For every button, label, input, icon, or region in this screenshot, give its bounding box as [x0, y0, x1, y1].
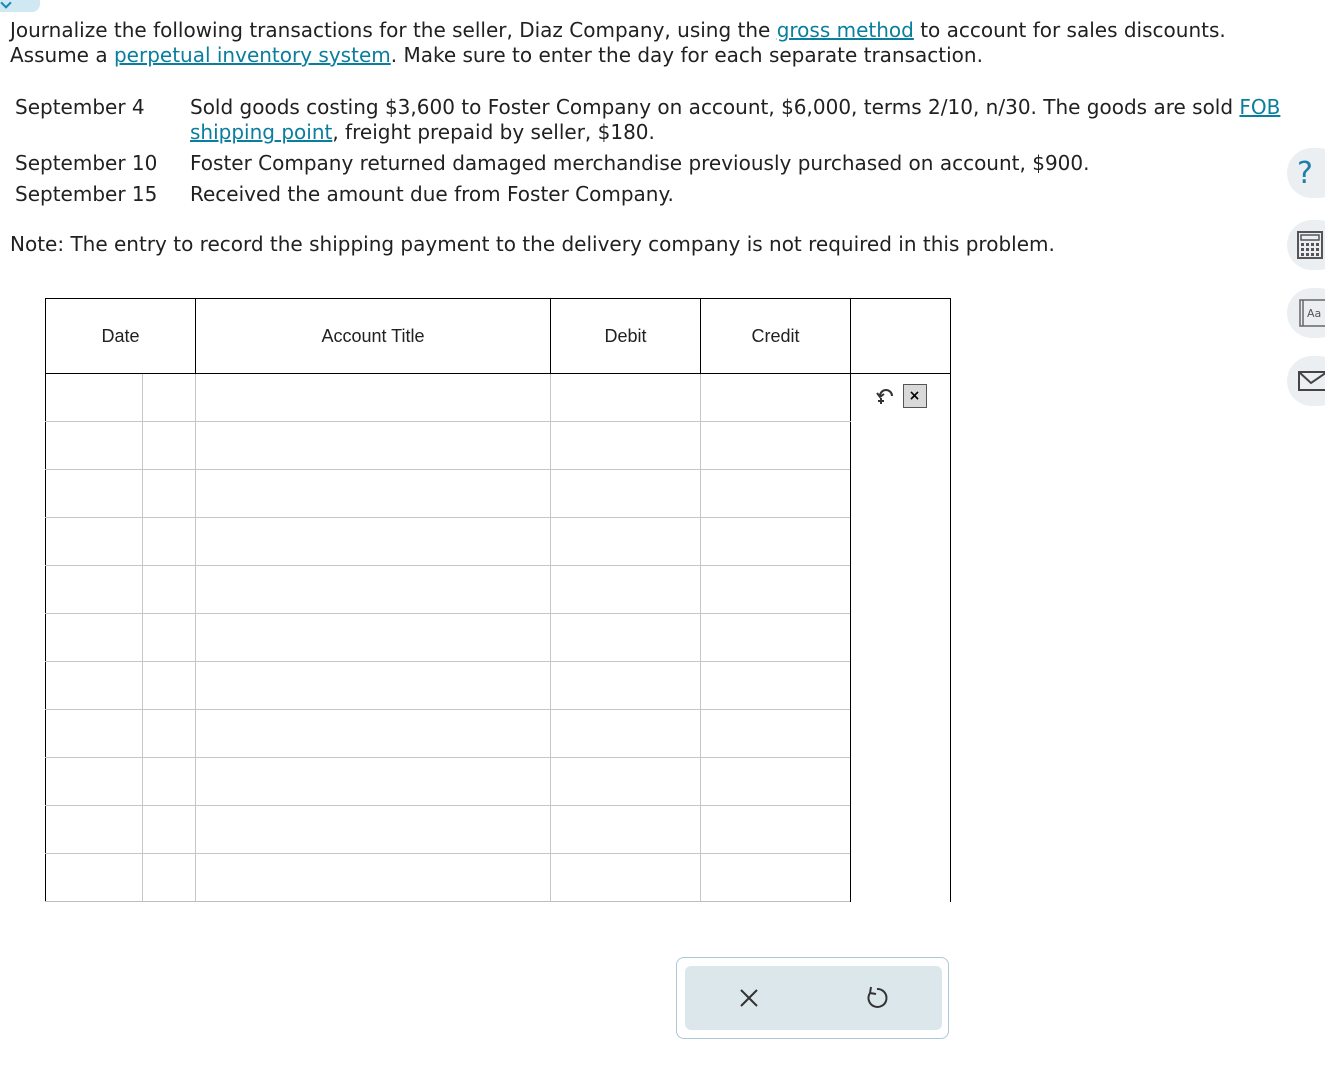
debit-input[interactable]	[551, 518, 701, 566]
glossary-button[interactable]	[1287, 288, 1325, 338]
transaction-date: September 15	[15, 182, 158, 206]
debit-header: Debit	[551, 299, 701, 374]
credit-input[interactable]	[701, 470, 851, 518]
glossary-icon	[1297, 299, 1325, 327]
credit-input[interactable]	[701, 662, 851, 710]
date-day-input[interactable]	[143, 566, 196, 614]
date-day-input[interactable]	[143, 854, 196, 902]
instructions-text-3: . Make sure to enter the day for each separate transaction.	[390, 43, 983, 67]
journal-row	[46, 662, 951, 710]
account-title-input[interactable]	[196, 566, 551, 614]
date-day-input[interactable]	[143, 758, 196, 806]
credit-input[interactable]	[701, 854, 851, 902]
credit-input[interactable]	[701, 422, 851, 470]
journal-entry-table	[45, 298, 951, 902]
date-day-input[interactable]	[143, 518, 196, 566]
restore-row-icon[interactable]	[875, 384, 897, 406]
collapse-tab[interactable]	[0, 0, 40, 12]
date-month-input[interactable]	[46, 422, 143, 470]
account-title-input[interactable]	[196, 710, 551, 758]
account-title-input[interactable]	[196, 854, 551, 902]
date-month-input[interactable]	[46, 470, 143, 518]
journal-body	[46, 374, 951, 902]
calculator-icon	[1297, 231, 1323, 259]
date-month-input[interactable]	[46, 854, 143, 902]
debit-input[interactable]	[551, 758, 701, 806]
date-day-input[interactable]	[143, 806, 196, 854]
date-month-input[interactable]	[46, 518, 143, 566]
date-month-input[interactable]	[46, 758, 143, 806]
email-button[interactable]	[1287, 356, 1325, 406]
account-title-input[interactable]	[196, 758, 551, 806]
reset-icon[interactable]	[863, 984, 891, 1012]
date-month-input[interactable]	[46, 710, 143, 758]
date-day-input[interactable]	[143, 710, 196, 758]
credit-input[interactable]	[701, 518, 851, 566]
date-header: Date	[46, 299, 196, 374]
note-text: Note: The entry to record the shipping payment to the delivery company is not required in this problem.	[10, 232, 1055, 256]
transaction-date: September 4	[15, 95, 145, 119]
account-title-input[interactable]	[196, 806, 551, 854]
row-controls-cell	[851, 374, 951, 902]
journal-row	[46, 758, 951, 806]
journal-row	[46, 422, 951, 470]
instructions-text-1: Journalize the following transactions for the seller, Diaz Company, using the	[10, 18, 777, 42]
transaction-description: Received the amount due from Foster Company.	[190, 182, 674, 206]
account-title-input[interactable]	[196, 518, 551, 566]
credit-input[interactable]	[701, 710, 851, 758]
account-title-input[interactable]	[196, 374, 551, 422]
desc-text: Sold goods costing $3,600 to Foster Company on account, $6,000, terms 2/10, n/30. The goods are sold	[190, 95, 1240, 119]
debit-input[interactable]	[551, 374, 701, 422]
account-title-input[interactable]	[196, 614, 551, 662]
credit-input[interactable]	[701, 806, 851, 854]
date-day-input[interactable]	[143, 470, 196, 518]
debit-input[interactable]	[551, 662, 701, 710]
fob-shipping-point-link[interactable]: FOB shipping point	[190, 95, 1281, 144]
account-title-input[interactable]	[196, 470, 551, 518]
journal-row	[46, 374, 951, 422]
date-month-input[interactable]	[46, 566, 143, 614]
date-month-input[interactable]	[46, 806, 143, 854]
date-day-input[interactable]	[143, 614, 196, 662]
debit-input[interactable]	[551, 806, 701, 854]
row-controls	[851, 384, 950, 408]
date-day-input[interactable]	[143, 422, 196, 470]
instructions-text-2: to account for sales discounts. Assume a	[10, 18, 1226, 67]
debit-input[interactable]	[551, 566, 701, 614]
controls-header	[851, 299, 951, 374]
debit-input[interactable]	[551, 470, 701, 518]
journal-row	[46, 518, 951, 566]
date-month-input[interactable]	[46, 662, 143, 710]
email-icon	[1297, 369, 1325, 393]
action-bar	[676, 957, 949, 1039]
journal-row	[46, 806, 951, 854]
glossary-label: Aa	[1307, 307, 1322, 320]
date-month-input[interactable]	[46, 374, 143, 422]
debit-input[interactable]	[551, 422, 701, 470]
journal-row	[46, 614, 951, 662]
account-title-input[interactable]	[196, 422, 551, 470]
journal-row	[46, 854, 951, 902]
instructions	[10, 18, 1310, 68]
credit-input[interactable]	[701, 614, 851, 662]
gross-method-link[interactable]: gross method	[776, 18, 914, 42]
journal-row	[46, 710, 951, 758]
calculator-button[interactable]	[1287, 220, 1325, 270]
question-icon: ?	[1297, 155, 1313, 191]
transaction-date: September 10	[15, 151, 158, 175]
delete-row-icon[interactable]: ×	[903, 384, 927, 408]
journal-row	[46, 470, 951, 518]
close-icon[interactable]	[735, 984, 763, 1012]
perpetual-inventory-link[interactable]: perpetual inventory system	[113, 43, 391, 67]
transaction-description: Foster Company returned damaged merchandise previously purchased on account, $900.	[190, 151, 1090, 175]
journal-row	[46, 566, 951, 614]
credit-input[interactable]	[701, 374, 851, 422]
debit-input[interactable]	[551, 614, 701, 662]
account-title-header: Account Title	[196, 299, 551, 374]
credit-input[interactable]	[701, 758, 851, 806]
debit-input[interactable]	[551, 854, 701, 902]
credit-header: Credit	[701, 299, 851, 374]
debit-input[interactable]	[551, 710, 701, 758]
account-title-input[interactable]	[196, 662, 551, 710]
date-month-input[interactable]	[46, 614, 143, 662]
action-bar-inner	[685, 966, 942, 1030]
date-day-input[interactable]	[143, 662, 196, 710]
transaction-description	[190, 95, 1320, 145]
date-day-input[interactable]	[143, 374, 196, 422]
credit-input[interactable]	[701, 566, 851, 614]
desc-text-2: , freight prepaid by seller, $180.	[332, 120, 655, 144]
